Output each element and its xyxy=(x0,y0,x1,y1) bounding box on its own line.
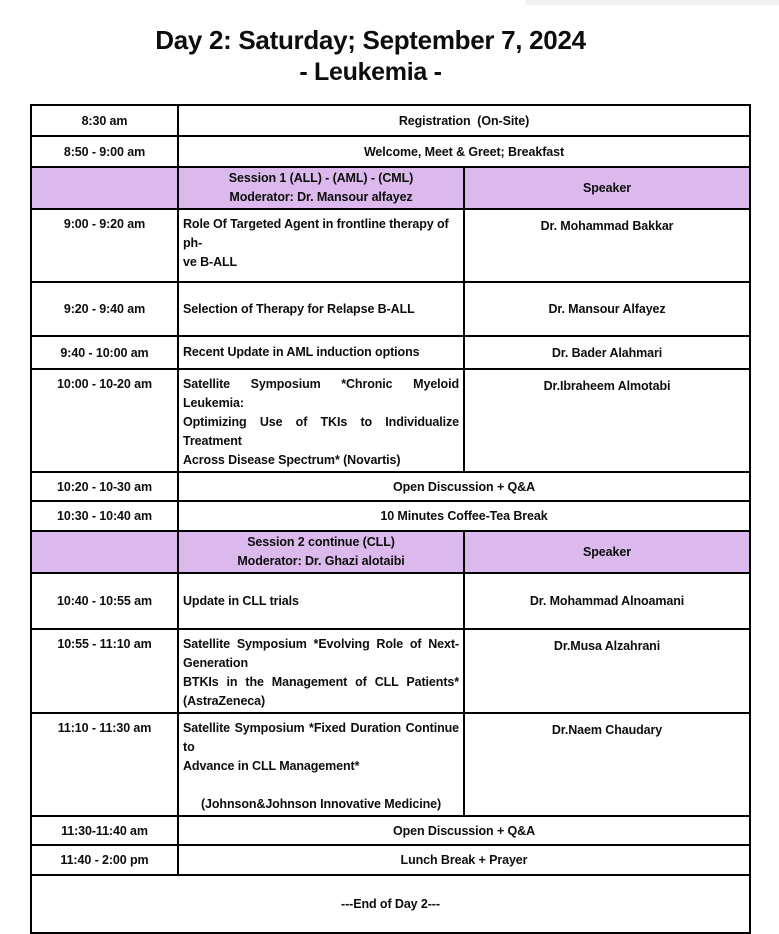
event-cell xyxy=(178,629,464,713)
table-row xyxy=(31,629,750,713)
speaker-header-label: Speaker xyxy=(583,181,631,195)
session-title-cell xyxy=(178,167,464,209)
content-line: Selection of Therapy for Relapse B-ALL xyxy=(183,301,415,316)
time-label: 8:50 - 9:00 am xyxy=(63,144,146,159)
event-cell xyxy=(178,282,464,336)
speaker-label: Dr.Musa Alzahrani xyxy=(553,639,661,653)
event-cell xyxy=(178,136,750,167)
table-row xyxy=(31,472,750,501)
time-cell xyxy=(31,713,178,816)
content-line: Across Disease Spectrum* (Novartis) xyxy=(183,453,401,467)
time-label: 11:30-11:40 am xyxy=(61,823,148,838)
content-line: (Johnson&Johnson Innovative Medicine) xyxy=(200,797,442,811)
time-cell xyxy=(31,105,178,136)
speaker-cell xyxy=(464,713,750,816)
event-cell xyxy=(178,845,750,875)
event-cell xyxy=(178,501,750,531)
speaker-label: Dr.Ibraheem Almotabi xyxy=(543,379,671,393)
time-label: 11:40 - 2:00 pm xyxy=(60,853,149,867)
session-title: Session 2 continue (CLL) xyxy=(247,535,395,549)
time-label: 8:30 am xyxy=(81,113,128,128)
event-cell xyxy=(178,369,464,472)
content-line: Satellite Symposium *Fixed Duration Continue to xyxy=(183,721,459,754)
table-row xyxy=(31,369,750,472)
content-line: Update in CLL trials xyxy=(183,593,299,608)
time-cell xyxy=(31,501,178,531)
event-label: Open Discussion + Q&A xyxy=(392,823,536,838)
speaker-label: Dr. Mansour Alfayez xyxy=(548,302,666,316)
table-row xyxy=(31,282,750,336)
content-line: (AstraZeneca) xyxy=(183,694,266,708)
event-label: 10 Minutes Coffee-Tea Break xyxy=(380,509,548,523)
time-cell xyxy=(31,369,178,472)
speaker-label: Dr. Mohammad Alnoamani xyxy=(529,594,685,608)
time-label: 10:30 - 10:40 am xyxy=(57,509,152,523)
table-row xyxy=(31,573,750,629)
content-line: Advance in CLL Management* xyxy=(183,759,360,773)
table-row xyxy=(31,105,750,136)
end-of-day-row xyxy=(31,875,750,933)
event-label: Registration (On-Site) xyxy=(398,113,530,128)
time-cell xyxy=(31,209,178,282)
session-title: Session 1 (ALL) - (AML) - (CML) xyxy=(228,171,414,185)
speaker-header-label: Speaker xyxy=(583,545,631,559)
table-row xyxy=(31,501,750,531)
speaker-label: Dr. Bader Alahmari xyxy=(551,345,663,360)
time-label: 9:40 - 10:00 am xyxy=(60,345,149,360)
event-cell xyxy=(178,816,750,845)
end-of-day-cell xyxy=(31,875,750,933)
page-title-date: Day 2: Saturday; September 7, 2024 xyxy=(155,25,586,55)
speaker-cell xyxy=(464,629,750,713)
content-line: Optimizing Use of TKIs to Individualize Treatment xyxy=(183,415,459,448)
speaker-cell xyxy=(464,209,750,282)
content-line: Recent Update in AML induction options xyxy=(183,345,420,359)
event-label: Lunch Break + Prayer xyxy=(400,853,528,867)
table-row xyxy=(31,209,750,282)
event-cell xyxy=(178,336,464,369)
event-cell xyxy=(178,573,464,629)
event-cell xyxy=(178,713,464,816)
table-row xyxy=(31,336,750,369)
table-row xyxy=(31,713,750,816)
end-of-day-label: ---End of Day 2--- xyxy=(341,897,440,911)
event-cell xyxy=(178,472,750,501)
speaker-cell xyxy=(464,369,750,472)
table-row xyxy=(31,136,750,167)
time-cell xyxy=(31,282,178,336)
content-line: ve B-ALL xyxy=(183,255,238,269)
speaker-cell xyxy=(464,573,750,629)
time-cell xyxy=(31,816,178,845)
session-header-row xyxy=(31,531,750,573)
time-label: 10:20 - 10-30 am xyxy=(57,479,152,494)
page-title-topic: - Leukemia - xyxy=(299,58,442,86)
time-label: 9:20 - 9:40 am xyxy=(63,302,146,316)
time-label: 11:10 - 11:30 am xyxy=(57,721,152,735)
table-row xyxy=(31,845,750,875)
speaker-label: Dr.Naem Chaudary xyxy=(551,723,663,737)
speaker-cell xyxy=(464,282,750,336)
event-cell xyxy=(178,209,464,282)
session-time-cell xyxy=(31,531,178,573)
time-cell xyxy=(31,845,178,875)
time-cell xyxy=(31,336,178,369)
time-cell xyxy=(31,573,178,629)
session-title-cell xyxy=(178,531,464,573)
time-cell xyxy=(31,136,178,167)
content-line: Satellite Symposium *Evolving Role of Next-Generation xyxy=(183,637,459,670)
session-moderator: Moderator: Dr. Ghazi alotaibi xyxy=(237,554,405,568)
table-row xyxy=(31,816,750,845)
time-label: 10:55 - 11:10 am xyxy=(57,637,152,651)
session-header-row xyxy=(31,167,750,209)
session-moderator: Moderator: Dr. Mansour alfayez xyxy=(229,190,413,204)
content-line xyxy=(183,776,459,795)
top-gray-strip xyxy=(525,0,779,5)
speaker-cell xyxy=(464,336,750,369)
speaker-label: Dr. Mohammad Bakkar xyxy=(540,219,674,233)
time-label: 9:00 - 9:20 am xyxy=(63,217,146,231)
time-cell xyxy=(31,629,178,713)
session-time-cell xyxy=(31,167,178,209)
speaker-header-cell xyxy=(464,167,750,209)
content-line: BTKIs in the Management of CLL Patients* xyxy=(183,675,459,689)
schedule-table xyxy=(30,104,751,934)
content-line: Satellite Symposium *Chronic Myeloid Leukemia: xyxy=(183,377,459,410)
page-title xyxy=(30,0,751,87)
time-cell xyxy=(31,472,178,501)
event-cell xyxy=(178,105,750,136)
event-label: Welcome, Meet & Greet; Breakfast xyxy=(363,144,565,159)
content-line: Role Of Targeted Agent in frontline therapy of ph- xyxy=(183,217,449,250)
speaker-header-cell xyxy=(464,531,750,573)
event-label: Open Discussion + Q&A xyxy=(392,479,536,494)
time-label: 10:00 - 10-20 am xyxy=(57,377,152,391)
time-label: 10:40 - 10:55 am xyxy=(57,594,152,608)
